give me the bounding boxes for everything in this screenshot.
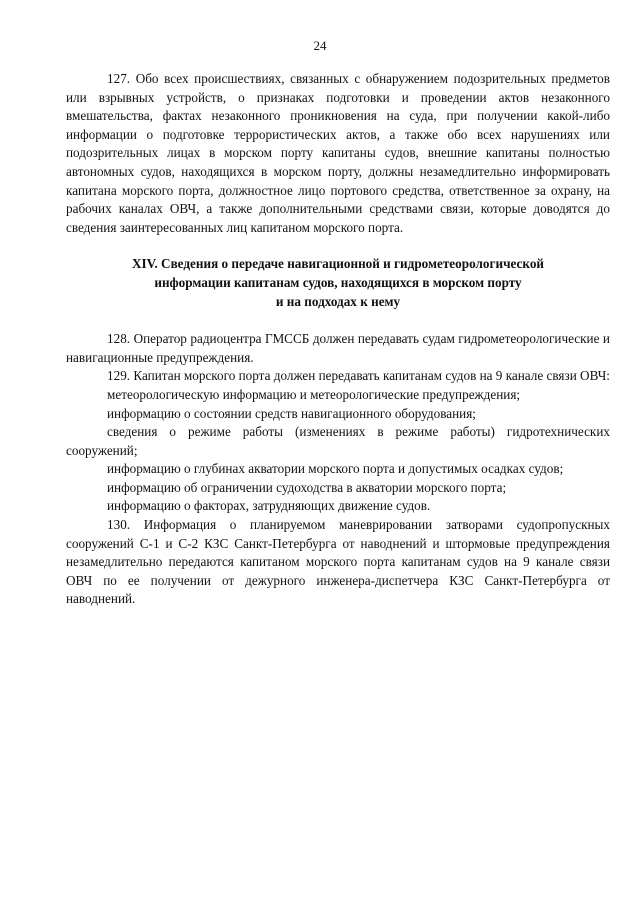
list-item-movement-factors: информацию о факторах, затрудняющих движение судов. <box>107 498 431 514</box>
section-heading <box>66 255 610 311</box>
paragraph-128: 128. Оператор радиоцентра ГМССБ должен передавать судам гидрометеорологические и навигационные предупреждения. <box>66 331 610 365</box>
section-heading-line-3: и на подходах к нему <box>275 293 401 309</box>
document-body <box>66 70 610 609</box>
paragraph-129: 129. Капитан морского порта должен передавать капитанам судов на 9 канале связи ОВЧ: <box>107 368 610 384</box>
paragraph-127: 127. Обо всех происшествиях, связанных с обнаружением подозрительных предметов или взрывных устройств, о признаках подготовки и проведении актов незаконного вмешательства, фактах незаконного проникновения на суда, при получении какой-либо информации о подготовке террористических актов, а также обо всех нарушениях или подозрительных лицах в морском порту капитаны судов, внешние капитаны полностью автономных судов, находящихся в морском порту, должны незамедлительно информировать капитана морского порта, должностное лицо портового средства, ответственное за охрану, на рабочих каналах ОВЧ, а также дополнительными средствами связи, которые доводятся до сведения заинтересованных лиц капитаном морского порта. <box>66 71 610 235</box>
list-item-hydrotechnical-structures: сведения о режиме работы (изменениях в режиме работы) гидротехнических сооружений; <box>66 424 610 458</box>
section-heading-line-1: XIV. Сведения о передаче навигационной и гидрометеорологической <box>131 256 545 272</box>
list-item-depths-drafts: информацию о глубинах акватории морского порта и допустимых осадках судов; <box>107 461 564 477</box>
paragraph-130: 130. Информация о планируемом маневрировании затворами судопропускных сооружений С-1 и С-2 КЗС Санкт-Петербурга от наводнений и штормовые предупреждения незамедлительно передаются капитаном морского порта капитанам судов на 9 канале связи ОВЧ по ее получении от дежурного инженера-диспетчера КЗС Санкт-Петербурга от наводнений. <box>66 517 610 607</box>
list-item-navigation-restrictions: информацию об ограничении судоходства в акватории морского порта; <box>107 479 507 495</box>
section-heading-line-2: информации капитанам судов, находящихся в морском порту <box>154 274 522 290</box>
page-number: 24 <box>313 38 327 53</box>
list-item-navigation-equipment: информацию о состоянии средств навигационного оборудования; <box>107 405 476 421</box>
list-item-meteorology: метеорологическую информацию и метеорологические предупреждения; <box>107 386 521 402</box>
